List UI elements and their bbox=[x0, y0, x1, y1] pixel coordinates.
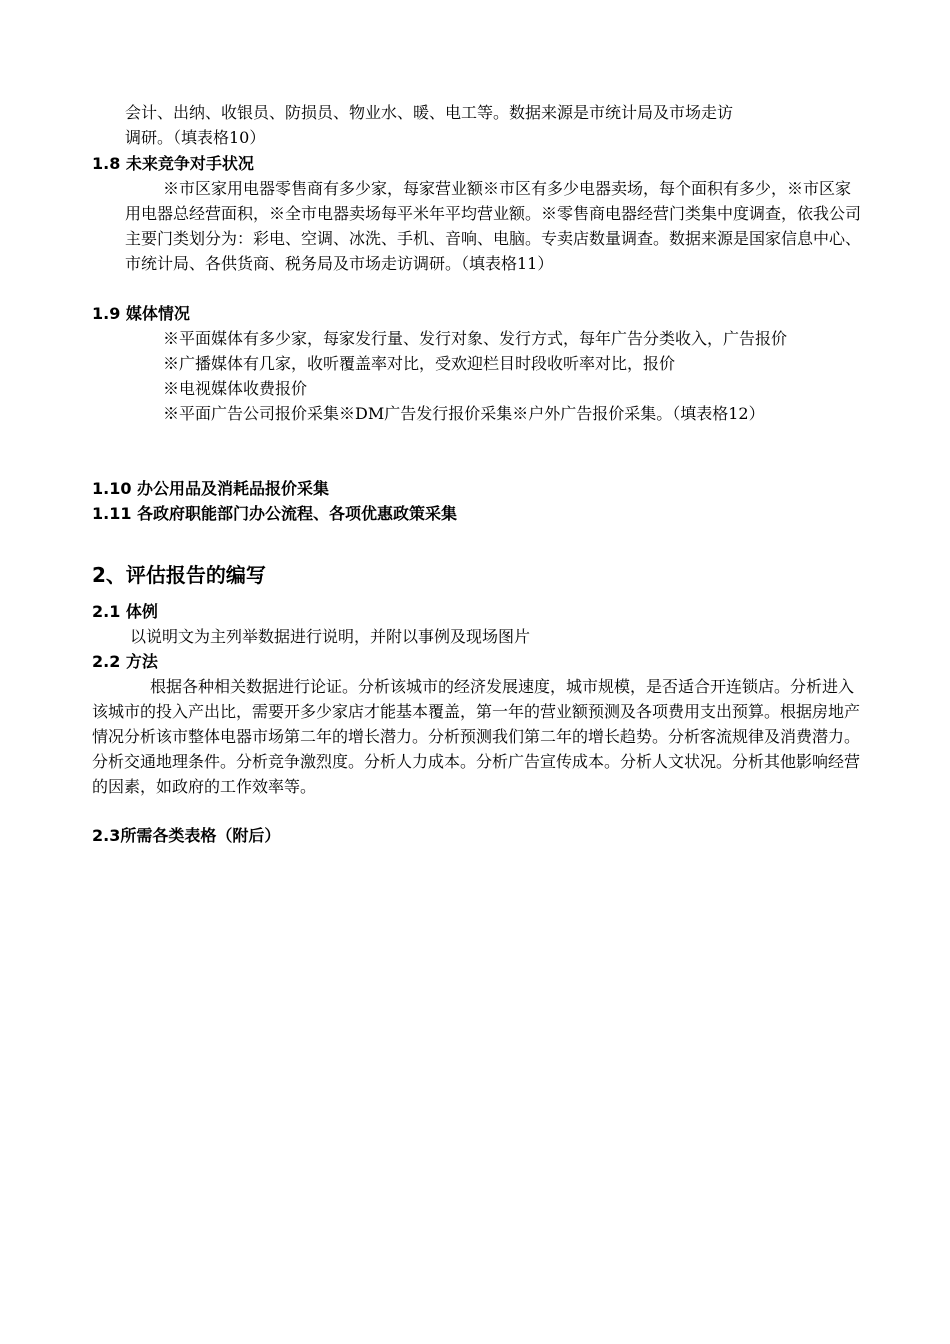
section-heading: 2.1 体例 bbox=[92, 602, 158, 621]
section-2-3 bbox=[92, 823, 862, 848]
section-heading: 1.11 各政府职能部门办公流程、各项优惠政策采集 bbox=[92, 504, 458, 523]
section-1-8 bbox=[92, 151, 862, 276]
section-1-7-continuation bbox=[92, 100, 862, 150]
section-heading: 2.2 方法 bbox=[92, 652, 158, 671]
section-paragraph: 以说明文为主列举数据进行说明，并附以事例及现场图片 bbox=[130, 627, 531, 646]
section-2 bbox=[92, 560, 862, 590]
section-2-1 bbox=[92, 599, 862, 649]
media-item: ※平面媒体有多少家，每家发行量、发行对象、发行方式，每年广告分类收入，广告报价 bbox=[163, 329, 788, 348]
section-paragraph: 根据各种相关数据进行论证。分析该城市的经济发展速度，城市规模，是否适合开连锁店。分析进入该城市的投入产出比，需要开多少家店才能基本覆盖，第一年的营业额预测及各项费用支出预算。根据房地产情况分析该市整体电器市场第二年的增长潜力。分析预测我们第二年的增长趋势。分析客流规律及消费潜力。分析交通地理条件。分析竞争激烈度。分析人力成本。分析广告宣传成本。分析人文状况。分析其他影响经营的因素，如政府的工作效率等。 bbox=[92, 677, 861, 796]
media-item: ※电视媒体收费报价 bbox=[163, 379, 308, 398]
section-heading: 1.9 媒体情况 bbox=[92, 304, 190, 323]
paragraph-line: 会计、出纳、收银员、防损员、物业水、暖、电工等。数据来源是市统计局及市场走访 bbox=[125, 103, 734, 122]
section-heading: 2.3所需各类表格（附后） bbox=[92, 826, 281, 845]
media-item: ※平面广告公司报价采集※DM广告发行报价采集※户外广告报价采集。（填表格12） bbox=[163, 404, 765, 423]
media-item: ※广播媒体有几家，收听覆盖率对比，受欢迎栏目时段收听率对比，报价 bbox=[163, 354, 676, 373]
section-1-11 bbox=[92, 501, 862, 526]
section-heading: 1.8 未来竞争对手状况 bbox=[92, 154, 254, 173]
section-1-9 bbox=[92, 301, 862, 426]
paragraph-line: 调研。（填表格10） bbox=[125, 128, 266, 147]
section-2-2 bbox=[92, 649, 862, 799]
section-paragraph: ※市区家用电器零售商有多少家，每家营业额※市区有多少电器卖场，每个面积有多少，※市区家用电器总经营面积，※全市电器卖场每平米年平均营业额。※零售商电器经营门类集中度调查，依我公司主要门类划分为：彩电、空调、冰洗、手机、音响、电脑。专卖店数量调查。数据来源是国家信息中心、市统计局、各供货商、税务局及市场走访调研。（填表格11） bbox=[125, 179, 862, 273]
section-1-10 bbox=[92, 476, 862, 501]
section-heading: 1.10 办公用品及消耗品报价采集 bbox=[92, 479, 330, 498]
chapter-heading: 2、评估报告的编写 bbox=[92, 563, 266, 587]
